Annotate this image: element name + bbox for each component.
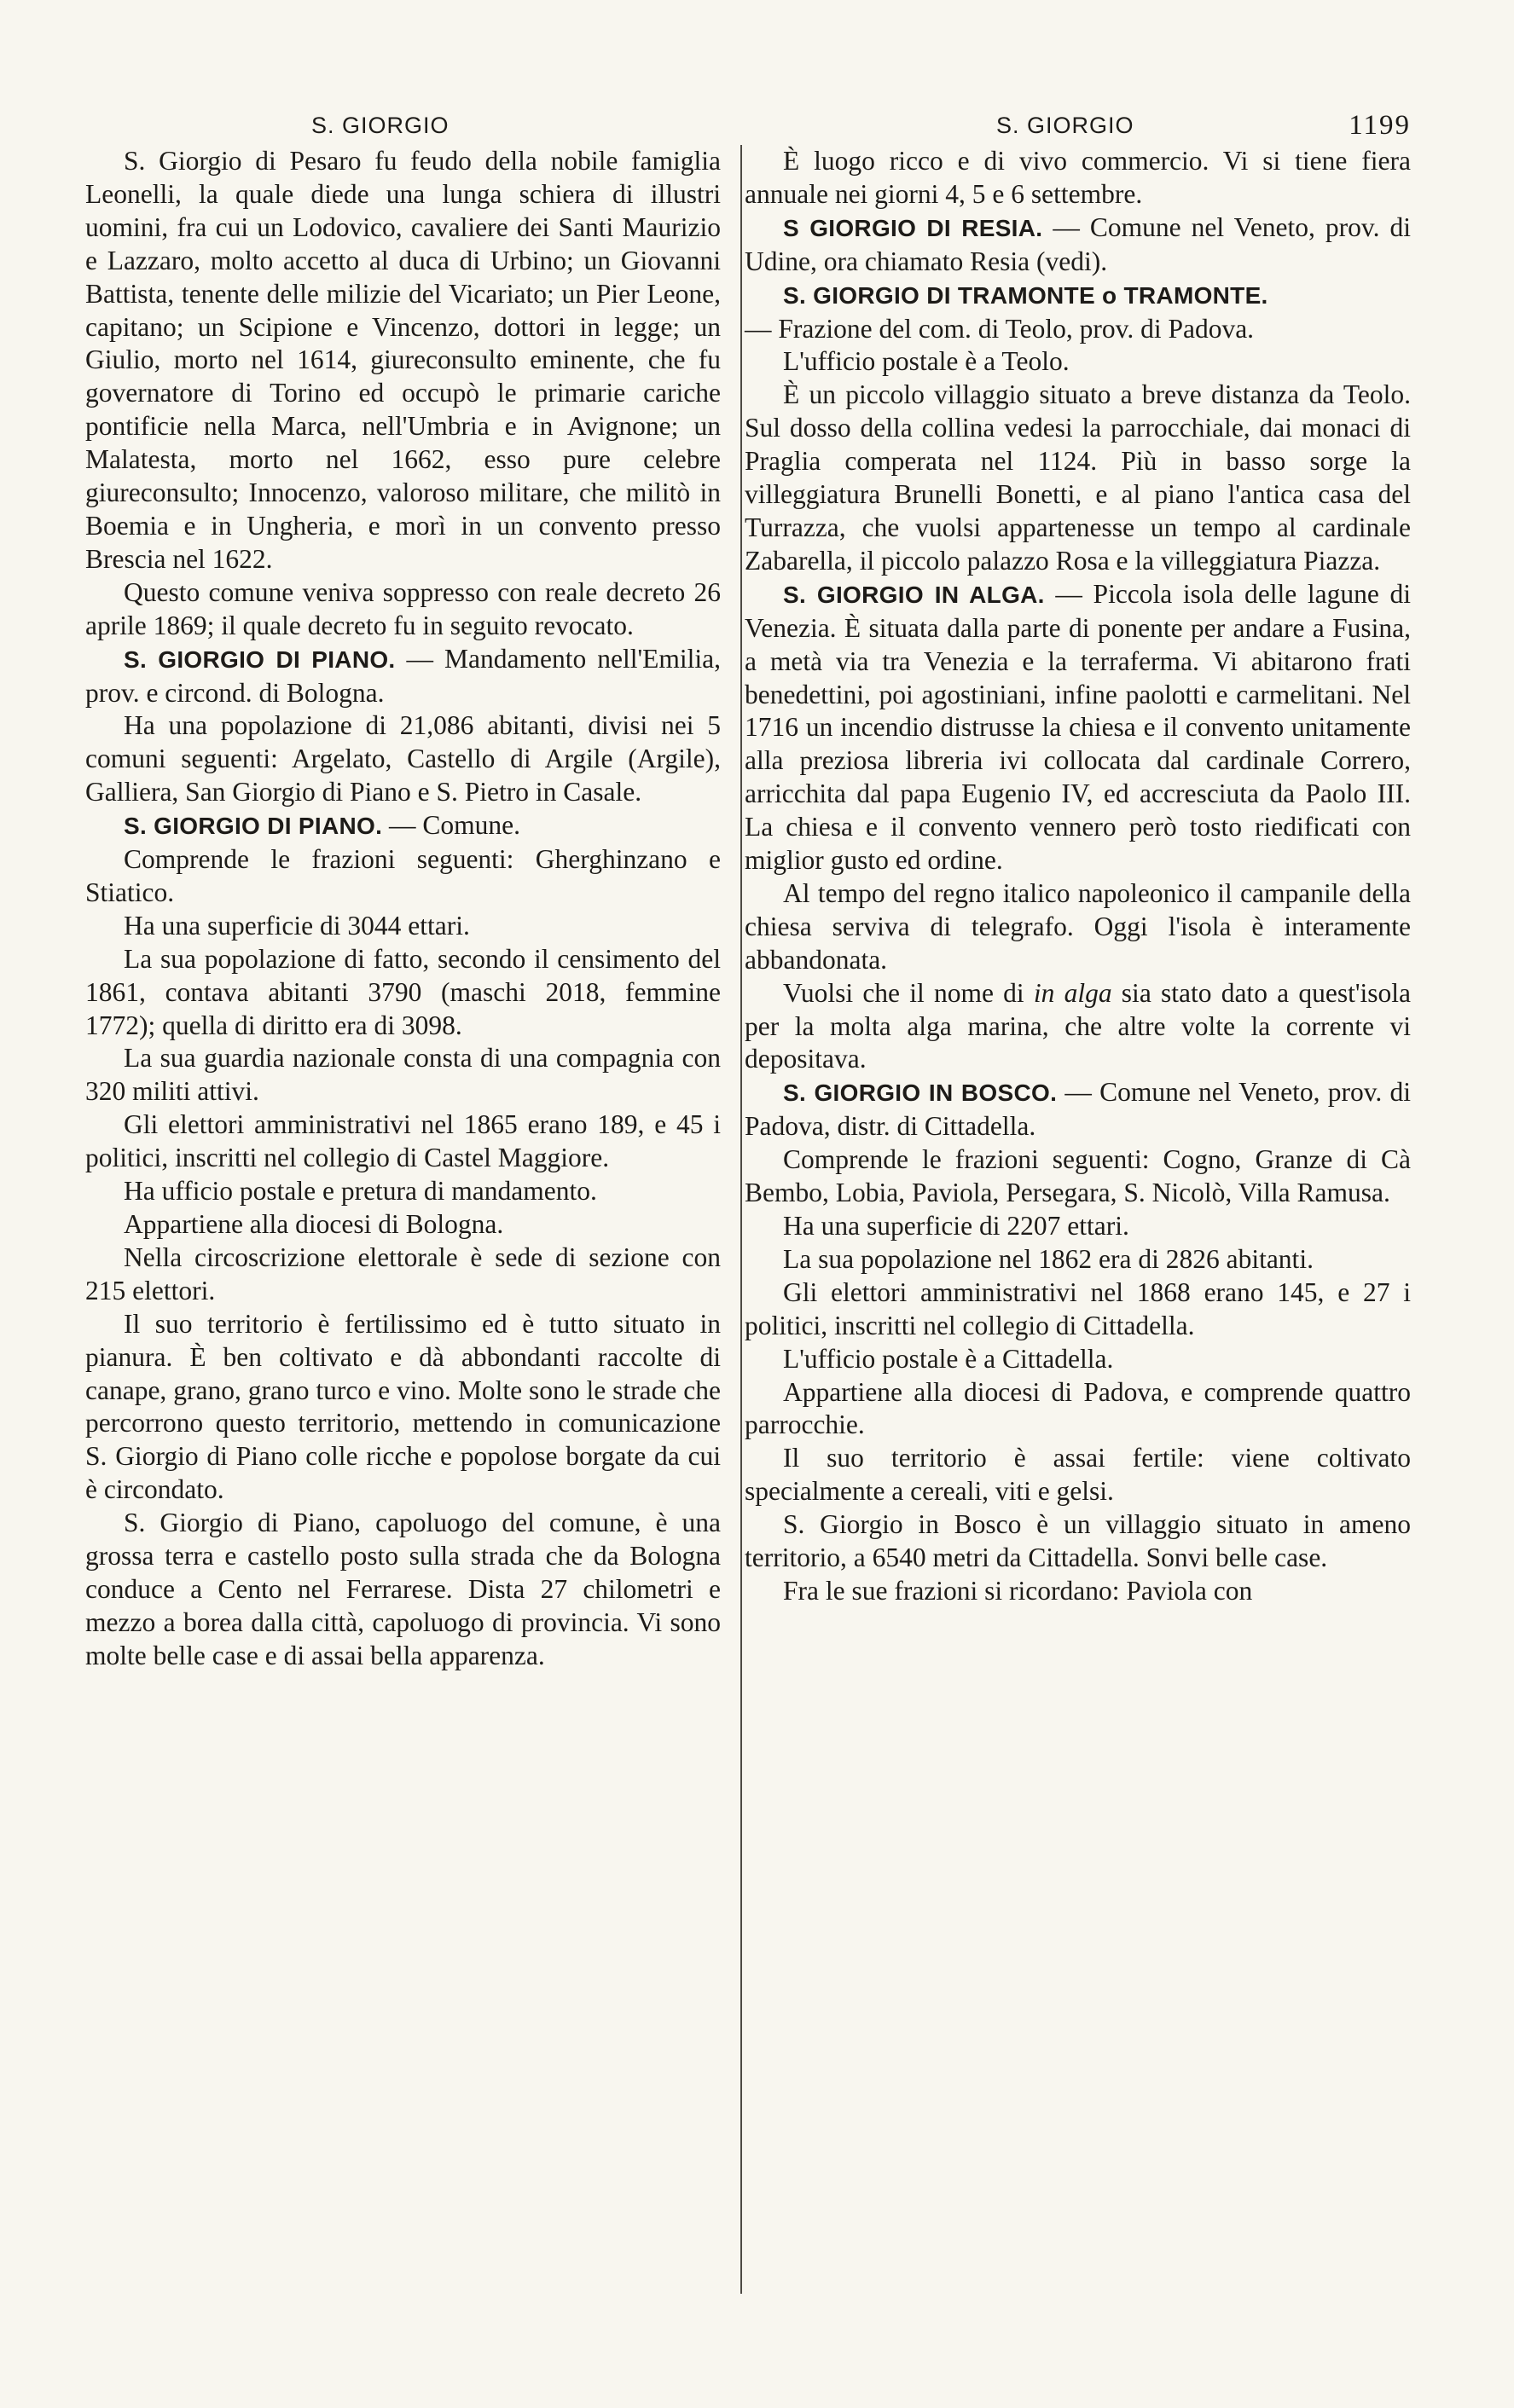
paragraph-text: Ha una superficie di 2207 ettari.	[783, 1211, 1129, 1241]
paragraph-text: Fra le sue frazioni si ricordano: Paviola con	[783, 1575, 1253, 1606]
paragraph	[85, 1175, 721, 1208]
paragraph-text: L'ufficio postale è a Cittadella.	[783, 1343, 1114, 1374]
paragraph	[745, 1276, 1411, 1343]
paragraph	[745, 145, 1411, 211]
paragraph-text: S. Giorgio di Pesaro fu feudo della nobile famiglia Leonelli, la quale diede una lunga schiera di illustri uomini, fra cui un Lodovico, cavaliere dei Santi Maurizio e Lazzaro, molto accetto al duca di Urbino; un Giovanni Battista, tenente delle milizie del Vicariato; un Pier Leone, capitano; un Scipione e Vincenzo, dottori in legge; un Giulio, morto nel 1614, giureconsulto eminente, che fu governatore di Torino ed occupò le primarie cariche pontificie nella Marca, nell'Umbria e in Avignone; un Malatesta, morto nel 1662, esso pure celebre giureconsulto; Innocenzo, valoroso militare, che militò in Boemia e in Ungheria, e morì in un convento presso Brescia nel 1622.	[85, 146, 721, 574]
italic-term: in alga	[1033, 977, 1112, 1008]
paragraph-text: Gli elettori amministrativi nel 1868 erano 145, e 27 i politici, inscritti nel collegio di Cittadella.	[745, 1276, 1411, 1340]
entry-heading: S GIORGIO DI RESIA.	[783, 214, 1043, 241]
paragraph-text: S. Giorgio in Bosco è un villaggio situato in ameno territorio, a 6540 metri da Cittadella. Sonvi belle case.	[745, 1509, 1411, 1573]
paragraph-text: — Piccola isola delle lagune di Venezia. È situata dalla parte di ponente per andare a Fusina, a metà via tra Venezia e la terraferma. Vi abitarono frati benedettini, poi agostiniani, infine paolotti e carmelitani. Nel 1716 un incendio distrusse la chiesa e il convento unitamente alla preziosa libreria ivi collocata dal cardinale Correro, arricchita dal papa Eugenio IV, ed accresciuta da Paolo III. La chiesa e il convento vennero però tosto riedificati con miglior gusto ed ordine.	[745, 578, 1411, 876]
entry-heading: S. GIORGIO DI PIANO.	[124, 813, 383, 840]
paragraph-text: sia stato dato a quest'isola per la molta alga marina, che altre volte la corrente vi depositava.	[745, 977, 1411, 1074]
paragraph	[745, 1575, 1411, 1608]
paragraph-text: L'ufficio postale è a Teolo.	[783, 346, 1070, 377]
column-divider	[740, 145, 742, 2294]
entry-heading: S. GIORGIO IN ALGA.	[783, 581, 1045, 608]
entry-heading: S. GIORGIO DI TRAMONTE o TRAMONTE.	[783, 281, 1268, 309]
paragraph-text: Gli elettori amministrativi nel 1865 erano 189, e 45 i politici, inscritti nel collegio di Castel Maggiore.	[85, 1109, 721, 1173]
paragraph-text: Ha una superficie di 3044 ettari.	[124, 910, 470, 941]
paragraph	[85, 576, 721, 643]
paragraph	[85, 1308, 721, 1507]
running-head-title: S. GIORGIO	[311, 113, 450, 138]
paragraph	[85, 910, 721, 943]
paragraph-text: — Comune nel Veneto, prov. di Udine, ora chiamato Resia (vedi).	[745, 211, 1412, 276]
paragraph	[745, 1210, 1411, 1243]
paragraph-text: Ha una popolazione di 21,086 abitanti, divisi nei 5 comuni seguenti: Argelato, Castello di Argile (Argile), Galliera, San Giorgio di Piano e S. Pietro in Casale.	[85, 710, 721, 807]
paragraph	[745, 345, 1411, 379]
paragraph	[745, 379, 1411, 577]
left-column-text	[85, 145, 721, 1673]
left-running-head	[85, 109, 721, 145]
paragraph	[745, 1343, 1411, 1376]
entry-heading: S. GIORGIO IN BOSCO.	[783, 1080, 1058, 1107]
paragraph	[745, 1243, 1411, 1276]
page-number: 1199	[1349, 110, 1411, 141]
paragraph	[745, 1442, 1411, 1508]
paragraph	[745, 877, 1411, 977]
paragraph-text: — Frazione del com. di Teolo, prov. di Padova.	[745, 313, 1255, 344]
paragraph	[85, 1242, 721, 1308]
paragraph	[745, 279, 1411, 313]
paragraph-text: — Comune.	[382, 810, 521, 841]
right-column	[745, 109, 1411, 1608]
paragraph	[85, 1507, 721, 1673]
paragraph	[745, 1508, 1411, 1575]
paragraph	[85, 145, 721, 576]
paragraph	[85, 809, 721, 843]
paragraph-text: La sua popolazione di fatto, secondo il censimento del 1861, contava abitanti 3790 (maschi 2018, femmine 1772); quella di diritto era di 3098.	[85, 943, 721, 1040]
paragraph-text: Comprende le frazioni seguenti: Cogno, Granze di Cà Bembo, Lobia, Paviola, Persegara, S. Nicolò, Villa Ramusa.	[745, 1144, 1411, 1208]
paragraph-text: È un piccolo villaggio situato a breve distanza da Teolo. Sul dosso della collina vedesi la parrocchiale, dai monaci di Praglia comperata nel 1124. Più in basso sorge la villeggiatura Brunelli Bonetti, e al piano l'antica casa del Turrazza, che vuolsi appartenesse un tempo al cardinale Zabarella, il piccolo palazzo Rosa e la villeggiatura Piazza.	[745, 379, 1411, 576]
paragraph	[85, 1042, 721, 1108]
paragraph	[745, 977, 1411, 1077]
paragraph	[745, 313, 1411, 346]
entry-heading: S. GIORGIO DI PIANO.	[124, 645, 396, 673]
paragraph	[85, 1208, 721, 1242]
paragraph-text: Vuolsi che il nome di	[783, 977, 1034, 1008]
running-head-title: S. GIORGIO	[996, 113, 1134, 138]
paragraph-text: Il suo territorio è fertilissimo ed è tutto situato in pianura. È ben coltivato e dà abbondanti raccolte di canape, grano, grano turco e vino. Molte sono le strade che percorrono questo territorio, mettendo in comunicazione S. Giorgio di Piano colle ricche e popolose borgate da cui è circondato.	[85, 1308, 721, 1505]
right-running-head	[745, 109, 1411, 145]
right-column-text	[745, 145, 1411, 1608]
paragraph-text: Questo comune veniva soppresso con reale decreto 26 aprile 1869; il quale decreto fu in seguito revocato.	[85, 576, 721, 640]
paragraph	[85, 643, 721, 710]
paragraph-text: Al tempo del regno italico napoleonico il campanile della chiesa serviva di telegrafo. Oggi l'isola è interamente abbandonata.	[745, 877, 1411, 975]
paragraph	[745, 1143, 1411, 1210]
paragraph	[745, 1076, 1411, 1143]
paragraph-text: Comprende le frazioni seguenti: Gherghinzano e Stiatico.	[85, 844, 721, 907]
paragraph-text: Ha ufficio postale e pretura di mandamento.	[124, 1176, 597, 1207]
paragraph	[745, 1376, 1411, 1443]
paragraph-text: La sua guardia nazionale consta di una compagnia con 320 militi attivi.	[85, 1043, 721, 1107]
paragraph-text: Nella circoscrizione elettorale è sede di sezione con 215 elettori.	[85, 1242, 721, 1305]
paragraph	[85, 709, 721, 809]
paragraph	[85, 843, 721, 910]
paragraph-text: È luogo ricco e di vivo commercio. Vi si tiene fiera annuale nei giorni 4, 5 e 6 settembre.	[745, 146, 1411, 209]
paragraph-text: La sua popolazione nel 1862 era di 2826 abitanti.	[783, 1243, 1314, 1274]
paragraph-text: S. Giorgio di Piano, capoluogo del comune, è una grossa terra e castello posto sulla strada che da Bologna conduce a Cento nel Ferrarese. Dista 27 chilometri e mezzo a borea dalla città, capoluogo di provincia. Vi sono molte belle case e di assai bella apparenza.	[85, 1508, 721, 1670]
paragraph	[85, 1108, 721, 1175]
paragraph	[745, 578, 1411, 877]
paragraph	[745, 211, 1411, 279]
paragraph-text: Il suo territorio è assai fertile: viene coltivato specialmente a cereali, viti e gelsi.	[745, 1443, 1411, 1507]
left-column	[85, 109, 721, 1673]
paragraph-text: Appartiene alla diocesi di Bologna.	[124, 1209, 504, 1239]
paragraph-text: Appartiene alla diocesi di Padova, e comprende quattro parrocchie.	[745, 1376, 1411, 1440]
paragraph	[85, 943, 721, 1043]
paragraph-text: — Mandamento nell'Emilia, prov. e circond. di Bologna.	[85, 643, 721, 708]
paragraph-text: — Comune nel Veneto, prov. di Padova, distr. di Cittadella.	[745, 1077, 1411, 1142]
